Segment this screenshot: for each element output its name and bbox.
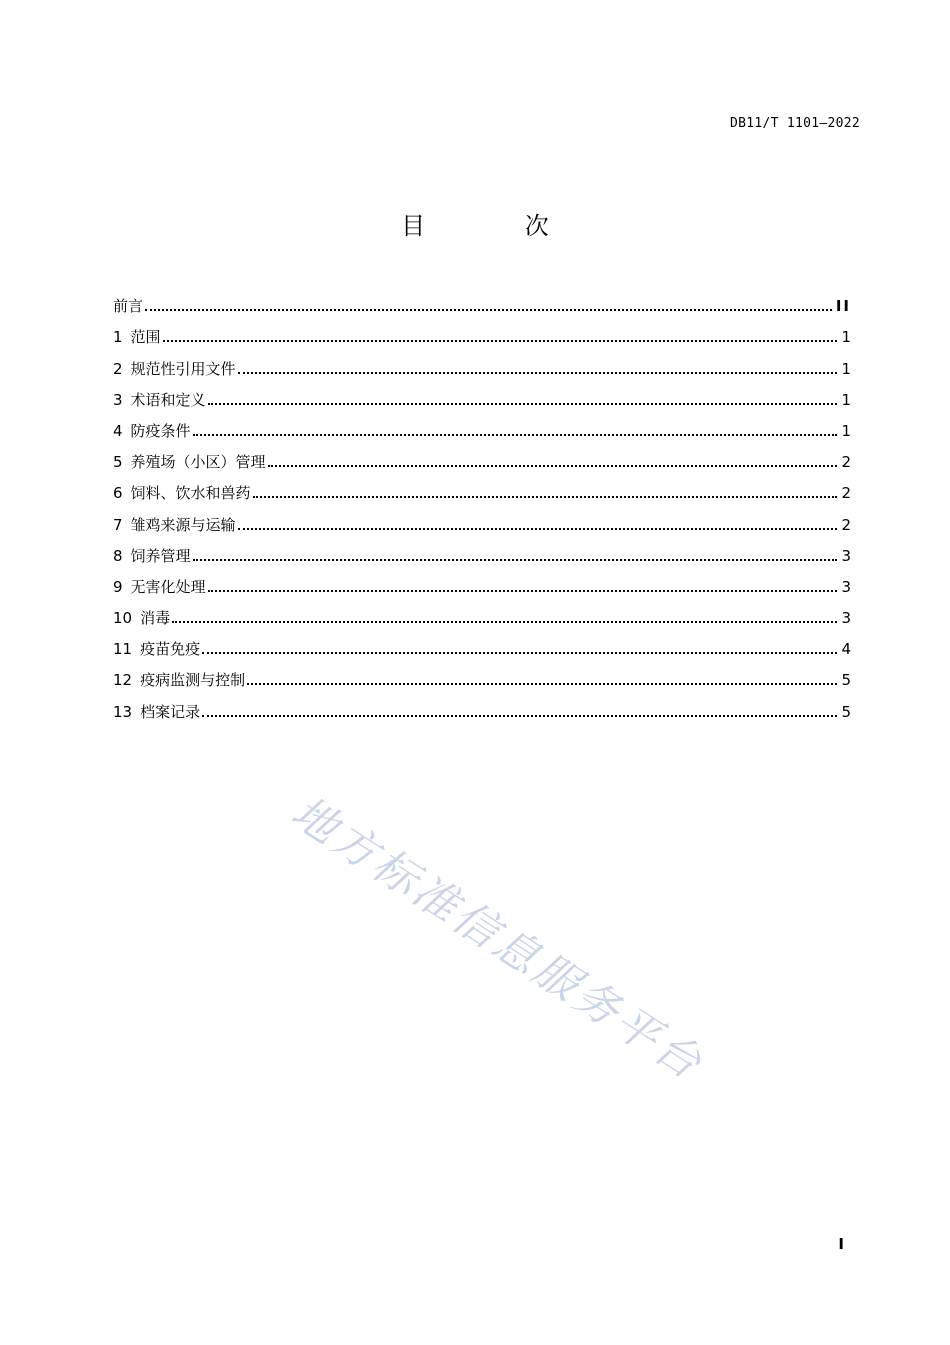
toc-entry-label xyxy=(113,451,266,473)
toc-entry-title: 术语和定义 xyxy=(130,390,206,409)
toc-entry-page: 2 xyxy=(841,484,851,503)
toc-entry-page: 3 xyxy=(841,546,851,565)
toc-entry[interactable] xyxy=(113,536,851,567)
toc-dot-leader xyxy=(202,652,837,654)
toc-entry[interactable] xyxy=(113,691,851,722)
toc-entry-page: 1 xyxy=(841,359,851,378)
page-number: I xyxy=(838,1235,844,1253)
toc-entry-page: 5 xyxy=(841,702,851,721)
toc-entry-label xyxy=(113,358,236,380)
toc-list xyxy=(113,286,851,723)
toc-dot-leader xyxy=(193,434,838,436)
toc-dot-leader xyxy=(163,340,838,342)
toc-dot-leader xyxy=(202,715,837,717)
toc-entry-title: 雏鸡来源与运输 xyxy=(130,515,236,534)
toc-entry[interactable] xyxy=(113,380,851,411)
toc-dot-leader xyxy=(193,559,838,561)
toc-entry-title: 疫病监测与控制 xyxy=(140,671,246,690)
toc-entry-page: 1 xyxy=(841,421,851,440)
toc-entry[interactable] xyxy=(113,598,851,629)
toc-entry-number: 13 xyxy=(113,702,133,721)
toc-entry-title: 范围 xyxy=(130,328,161,347)
toc-entry-number: 11 xyxy=(113,640,133,659)
toc-entry-title: 养殖场（小区）管理 xyxy=(130,453,266,472)
toc-entry-number: 8 xyxy=(113,546,123,565)
toc-entry-page: 3 xyxy=(841,609,851,628)
toc-entry-number: 10 xyxy=(113,609,133,628)
toc-entry[interactable] xyxy=(113,411,851,442)
toc-entry-title: 规范性引用文件 xyxy=(130,359,236,378)
toc-dot-leader xyxy=(172,621,837,623)
toc-entry-label xyxy=(113,482,251,504)
toc-entry[interactable] xyxy=(113,286,851,317)
toc-entry[interactable] xyxy=(113,348,851,379)
toc-entry-label xyxy=(113,389,206,411)
toc-entry-label xyxy=(113,295,143,317)
toc-entry[interactable] xyxy=(113,317,851,348)
toc-entry-label xyxy=(113,545,191,567)
toc-entry-number: 2 xyxy=(113,359,123,378)
toc-dot-leader xyxy=(208,590,838,592)
toc-dot-leader xyxy=(145,309,832,311)
toc-entry-page: 2 xyxy=(841,515,851,534)
toc-entry-label xyxy=(113,669,245,691)
toc-entry-label xyxy=(113,638,200,660)
toc-entry-number: 6 xyxy=(113,484,123,503)
toc-entry-number: 1 xyxy=(113,328,123,347)
toc-entry-title: 前言 xyxy=(113,297,144,316)
toc-entry-page: 1 xyxy=(841,390,851,409)
toc-entry-number: 5 xyxy=(113,453,123,472)
toc-entry-title: 消毒 xyxy=(140,609,171,628)
toc-entry-label xyxy=(113,326,161,348)
toc-entry-title: 饲养管理 xyxy=(130,546,191,565)
toc-entry-page: 4 xyxy=(841,640,851,659)
toc-dot-leader xyxy=(247,683,837,685)
toc-entry-page: 3 xyxy=(841,577,851,596)
toc-entry-page: 5 xyxy=(841,671,851,690)
document-code: DB11/T 1101—2022 xyxy=(729,116,860,131)
toc-entry[interactable] xyxy=(113,442,851,473)
toc-entry-page: II xyxy=(835,297,851,316)
toc-entry[interactable] xyxy=(113,473,851,504)
toc-entry-title: 防疫条件 xyxy=(130,421,191,440)
toc-entry-title: 档案记录 xyxy=(140,702,201,721)
toc-dot-leader xyxy=(208,403,838,405)
toc-entry[interactable] xyxy=(113,660,851,691)
toc-dot-leader xyxy=(253,496,838,498)
toc-entry-page: 1 xyxy=(841,328,851,347)
toc-entry-number: 7 xyxy=(113,515,123,534)
toc-entry-title: 疫苗免疫 xyxy=(140,640,201,659)
toc-entry-page: 2 xyxy=(841,453,851,472)
toc-entry-label xyxy=(113,576,206,598)
toc-title: 目 次 xyxy=(401,212,595,240)
toc-entry[interactable] xyxy=(113,629,851,660)
toc-entry-label xyxy=(113,514,236,536)
toc-entry[interactable] xyxy=(113,504,851,535)
toc-entry-number: 4 xyxy=(113,421,123,440)
toc-dot-leader xyxy=(238,528,838,530)
toc-entry-label xyxy=(113,701,200,723)
toc-entry-number: 12 xyxy=(113,671,133,690)
toc-entry-number: 3 xyxy=(113,390,123,409)
toc-entry-label xyxy=(113,420,191,442)
toc-entry[interactable] xyxy=(113,567,851,598)
toc-entry-number: 9 xyxy=(113,577,123,596)
toc-dot-leader xyxy=(268,465,838,467)
toc-dot-leader xyxy=(238,372,838,374)
toc-entry-title: 饲料、饮水和兽药 xyxy=(130,484,251,503)
watermark: 地方标准信息服务平台 xyxy=(282,786,713,1091)
toc-entry-label xyxy=(113,607,170,629)
toc-entry-title: 无害化处理 xyxy=(130,577,206,596)
